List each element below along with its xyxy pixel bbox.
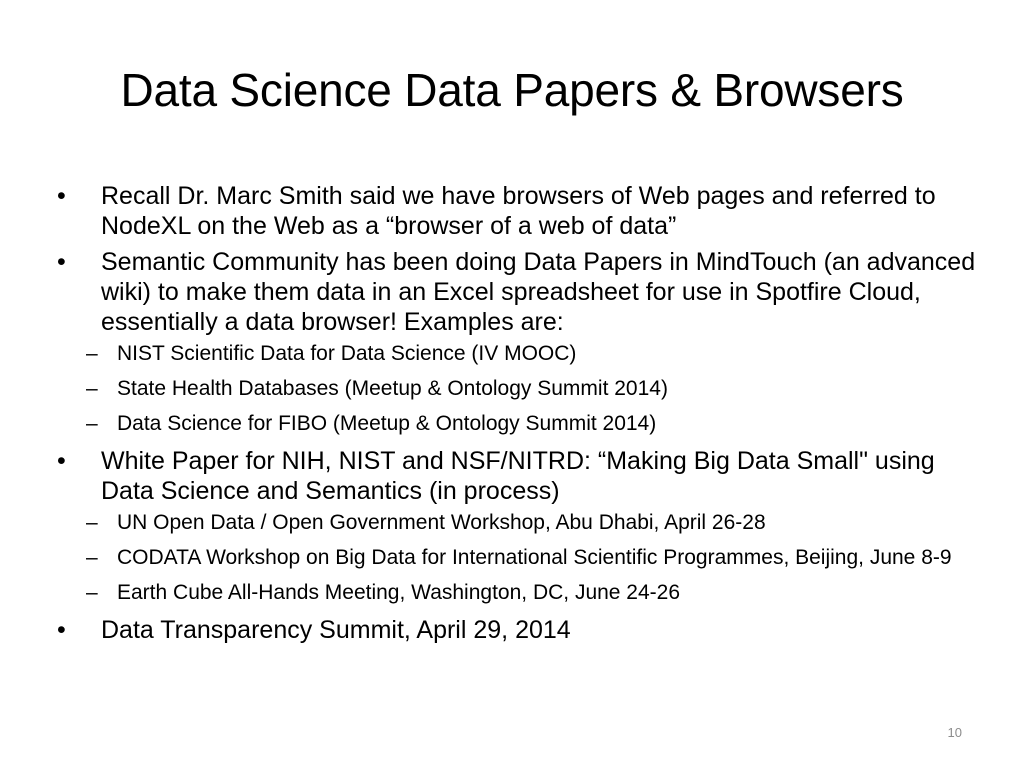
slide-content [56, 181, 976, 651]
page-number: 10 [947, 725, 962, 740]
bullet-list [56, 181, 976, 645]
sub-bullet-item [73, 411, 976, 437]
sub-bullet-item [73, 510, 976, 536]
sub-bullet-list [86, 341, 976, 437]
bullet-item-1 [56, 181, 976, 241]
dash-marker: – [86, 412, 98, 435]
bullet-item-2 [56, 247, 976, 437]
sub-bullet-item [73, 580, 976, 606]
bullet-marker: • [57, 182, 66, 210]
sub-bullet-text: Earth Cube All-Hands Meeting, Washington, DC, June 24-26 [117, 581, 681, 604]
bullet-text: White Paper for NIH, NIST and NSF/NITRD: “Making Big Data Small" using Data Science and Semantics (in process) [101, 447, 935, 505]
bullet-text: Recall Dr. Marc Smith said we have browsers of Web pages and referred to NodeXL on the Web as a “browser of a web of data” [101, 182, 936, 240]
sub-bullet-text: State Health Databases (Meetup & Ontology Summit 2014) [117, 377, 668, 400]
slide-title: Data Science Data Papers & Browsers [120, 64, 904, 116]
bullet-text: Data Transparency Summit, April 29, 2014 [101, 616, 571, 644]
bullet-item-4 [56, 615, 976, 645]
sub-bullet-text: NIST Scientific Data for Data Science (IV MOOC) [117, 342, 577, 365]
sub-bullet-text: Data Science for FIBO (Meetup & Ontology Summit 2014) [117, 412, 657, 435]
sub-bullet-text: CODATA Workshop on Big Data for International Scientific Programmes, Beijing, June 8-9 [117, 546, 952, 569]
dash-marker: – [86, 511, 98, 534]
dash-marker: – [86, 546, 98, 569]
dash-marker: – [86, 581, 98, 604]
bullet-marker: • [57, 248, 66, 276]
bullet-marker: • [57, 616, 66, 644]
sub-bullet-item [73, 376, 976, 402]
sub-bullet-item [73, 341, 976, 367]
bullet-text: Semantic Community has been doing Data Papers in MindTouch (an advanced wiki) to make them data in an Excel spreadsheet for use in Spotfire Cloud, essentially a data browser! Examples are: [101, 248, 976, 336]
sub-bullet-item [73, 545, 976, 571]
sub-bullet-text: UN Open Data / Open Government Workshop, Abu Dhabi, April 26-28 [117, 511, 766, 534]
dash-marker: – [86, 342, 98, 365]
dash-marker: – [86, 377, 98, 400]
bullet-marker: • [57, 447, 66, 475]
bullet-item-3 [56, 446, 976, 606]
sub-bullet-list [86, 510, 976, 606]
